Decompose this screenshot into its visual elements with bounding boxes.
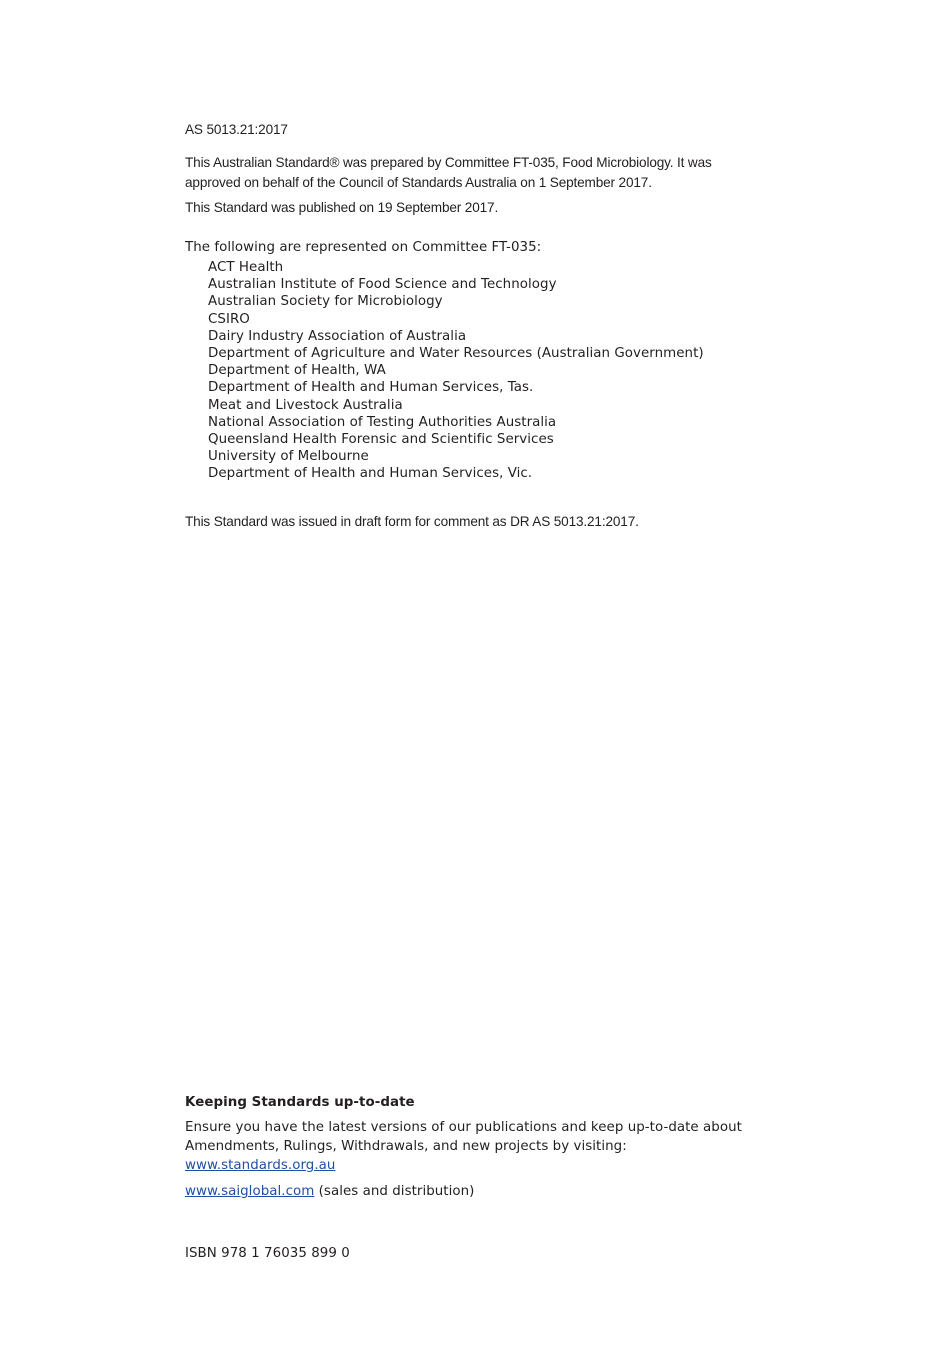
committee-member: CSIRO — [208, 311, 250, 327]
isbn: ISBN 978 1 76035 899 0 — [185, 1246, 350, 1261]
committee-member: Department of Health, WA — [208, 363, 386, 379]
standards-website-link[interactable]: www.standards.org.au — [185, 1158, 336, 1173]
standards-link-line — [185, 1158, 335, 1173]
committee-intro: The following are represented on Committee FT-035: — [185, 240, 542, 255]
committee-member: Department of Health and Human Services, Vic. — [208, 466, 533, 482]
keeping-up-to-date-text-line-2: Amendments, Rulings, Withdrawals, and new projects by visiting: — [185, 1139, 627, 1154]
draft-note: This Standard was issued in draft form for comment as DR AS 5013.21:2017. — [185, 514, 639, 529]
preparation-statement-line-1: This Australian Standard® was prepared by Committee FT-035, Food Microbiology. It was — [185, 155, 712, 170]
committee-member: Australian Society for Microbiology — [208, 294, 443, 310]
saiglobal-link-suffix: (sales and distribution) — [314, 1184, 475, 1199]
keeping-up-to-date-text-line-1: Ensure you have the latest versions of our publications and keep up-to-date about — [185, 1120, 742, 1135]
committee-member: ACT Health — [208, 260, 284, 275]
document-code: AS 5013.21:2017 — [185, 122, 288, 137]
committee-member: Meat and Livestock Australia — [208, 397, 403, 413]
committee-member-list — [208, 259, 704, 482]
committee-member: National Association of Testing Authorities Australia — [208, 414, 557, 430]
committee-member: Dairy Industry Association of Australia — [208, 328, 467, 344]
preparation-statement-line-2: approved on behalf of the Council of Standards Australia on 1 September 2017. — [185, 175, 652, 190]
publication-date-statement: This Standard was published on 19 September 2017. — [185, 200, 499, 215]
committee-member: Department of Agriculture and Water Resources (Australian Government) — [208, 345, 704, 361]
committee-member: Department of Health and Human Services, Tas. — [208, 380, 534, 396]
committee-member: Australian Institute of Food Science and Technology — [208, 277, 557, 293]
committee-member: Queensland Health Forensic and Scientific Services — [208, 431, 554, 447]
committee-member: University of Melbourne — [208, 449, 369, 465]
saiglobal-website-link[interactable]: www.saiglobal.com — [185, 1184, 315, 1199]
saiglobal-link-line — [185, 1184, 474, 1199]
keeping-up-to-date-heading: Keeping Standards up-to-date — [185, 1095, 415, 1110]
